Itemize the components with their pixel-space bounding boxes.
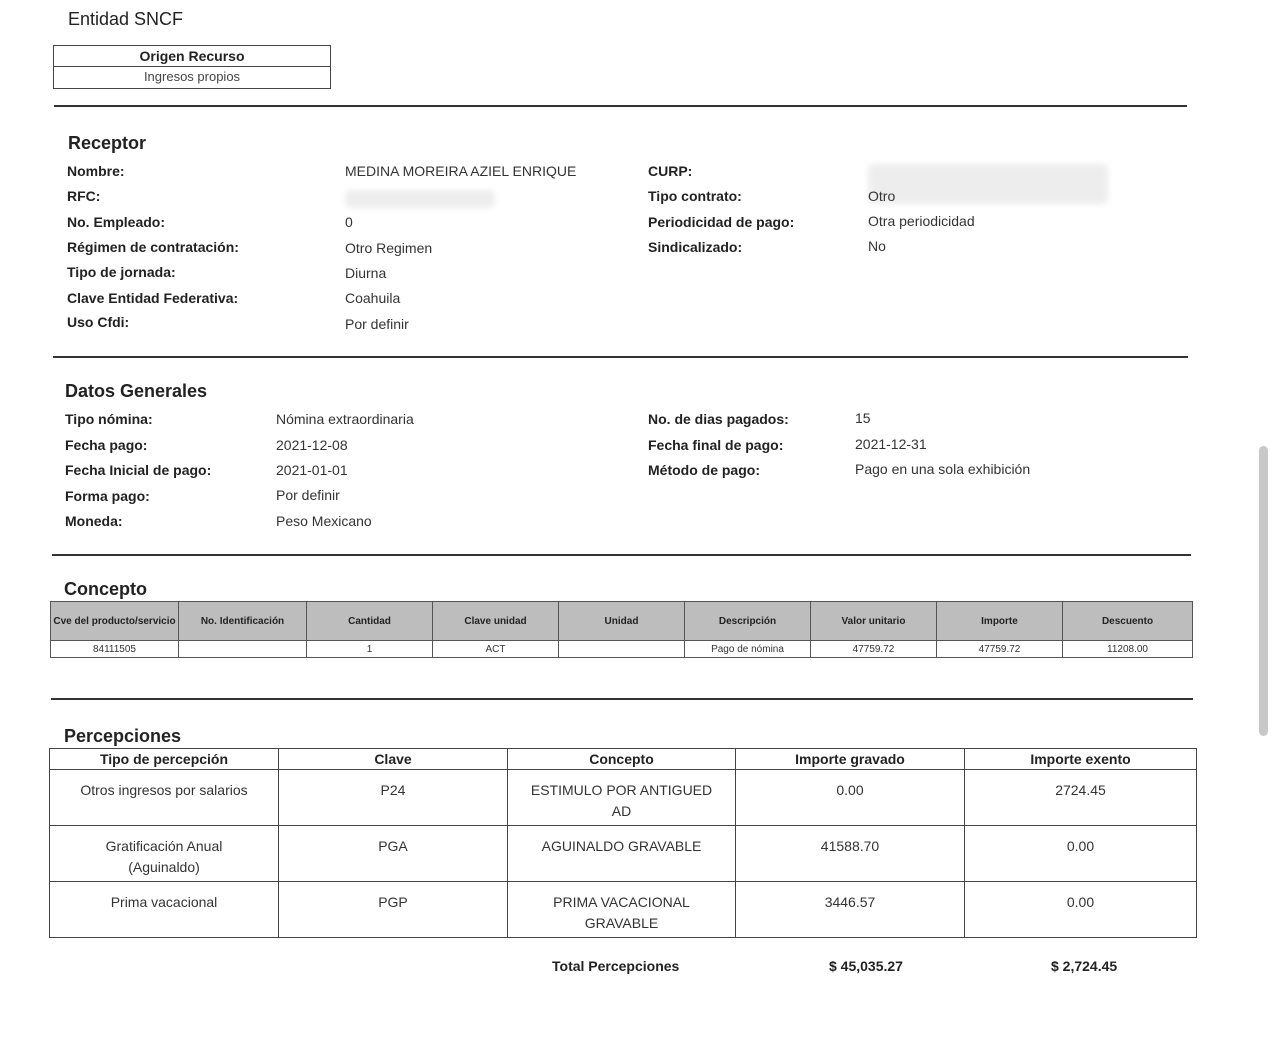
datos-value: Nómina extraordinaria (276, 411, 414, 427)
percepciones-cell: Otros ingresos por salarios (50, 770, 279, 826)
percepciones-cell: 2724.45 (965, 770, 1197, 826)
table-row (51, 641, 1193, 658)
datos-label: Moneda: (65, 513, 123, 529)
concepto-cell: Pago de nómina (685, 641, 811, 658)
receptor-value: 0 (345, 214, 353, 230)
datos-value: 2021-12-08 (276, 437, 348, 453)
concepto-table (50, 601, 1193, 658)
percepciones-cell: PGP (279, 882, 508, 938)
datos-value: 15 (855, 410, 871, 426)
datos-value: 2021-12-31 (855, 436, 927, 452)
concepto-header-cell: Descripción (685, 602, 811, 641)
origen-header: Origen Recurso (54, 46, 330, 67)
datos-value: Peso Mexicano (276, 513, 372, 529)
origen-recurso-box (53, 45, 331, 89)
receptor-label: RFC: (67, 188, 101, 204)
concepto-header-cell: Descuento (1063, 602, 1193, 641)
percepciones-header-cell: Concepto (508, 749, 736, 770)
datos-label: Forma pago: (65, 488, 150, 504)
concepto-cell: 47759.72 (811, 641, 937, 658)
redacted-rfc (345, 190, 495, 208)
datos-label: Fecha Inicial de pago: (65, 462, 212, 478)
concepto-header-cell: Unidad (559, 602, 685, 641)
concepto-header-cell: Valor unitario (811, 602, 937, 641)
divider-2 (53, 356, 1188, 358)
divider-4 (51, 698, 1193, 700)
origen-value: Ingresos propios (143, 69, 241, 84)
total-percepciones-label: Total Percepciones (552, 958, 680, 974)
percepciones-header-row (50, 749, 1197, 770)
concepto-header-cell: Cantidad (307, 602, 433, 641)
percepciones-cell: Gratificación Anual (Aguinaldo) (50, 826, 279, 882)
percepciones-header-cell: Importe exento (965, 749, 1197, 770)
table-row (50, 826, 1197, 882)
divider-3 (52, 554, 1191, 556)
percepciones-cell: ESTIMULO POR ANTIGUEDAD (508, 770, 736, 826)
datos-label: Fecha pago: (65, 437, 148, 453)
datos-value: 2021-01-01 (276, 462, 348, 478)
receptor-label: No. Empleado: (67, 214, 166, 230)
total-exento: $ 2,724.45 (1051, 958, 1118, 974)
receptor-title: Receptor (68, 133, 147, 153)
concepto-cell: ACT (433, 641, 559, 658)
receptor-label: Clave Entidad Federativa: (67, 290, 239, 306)
receptor-value: Otra periodicidad (868, 213, 975, 229)
receptor-value: Coahuila (345, 290, 401, 306)
receptor-value: Otro (868, 188, 896, 204)
receptor-value: MEDINA MOREIRA AZIEL ENRIQUE (345, 163, 577, 179)
table-row (50, 882, 1197, 938)
concepto-cell: 84111505 (51, 641, 179, 658)
concepto-header-row (51, 602, 1193, 641)
receptor-value: Otro Regimen (345, 240, 433, 256)
receptor-value: No (868, 238, 886, 254)
redacted-curp (868, 164, 1108, 204)
receptor-label: Uso Cfdi: (67, 314, 130, 330)
concepto-title: Concepto (64, 579, 147, 599)
percepciones-table (49, 748, 1197, 938)
table-row (50, 770, 1197, 826)
total-gravado: $ 45,035.27 (829, 958, 903, 974)
percepciones-cell: Prima vacacional (50, 882, 279, 938)
concepto-cell: 47759.72 (937, 641, 1063, 658)
percepciones-cell: 0.00 (736, 770, 965, 826)
percepciones-cell: PRIMA VACACIONAL GRAVABLE (508, 882, 736, 938)
percepciones-cell: 3446.57 (736, 882, 965, 938)
datos-value: Por definir (276, 487, 340, 503)
receptor-label: Nombre: (67, 163, 125, 179)
receptor-label: Periodicidad de pago: (648, 214, 795, 230)
percepciones-cell: PGA (279, 826, 508, 882)
concepto-header-cell: Cve del producto/servicio (51, 602, 179, 641)
concepto-cell: 1 (307, 641, 433, 658)
concepto-header-cell: Importe (937, 602, 1063, 641)
datos-value: Pago en una sola exhibición (855, 461, 1031, 477)
receptor-label: Régimen de contratación: (67, 239, 239, 255)
datos-label: Tipo nómina: (65, 411, 153, 427)
receptor-value: Diurna (345, 265, 387, 281)
concepto-cell (559, 641, 685, 658)
receptor-label: Tipo de jornada: (67, 264, 176, 280)
datos-label: Método de pago: (648, 462, 760, 478)
datos-label: No. de dias pagados: (648, 411, 789, 427)
concepto-header-cell: No. Identificación (179, 602, 307, 641)
concepto-cell: 11208.00 (1063, 641, 1193, 658)
concepto-header-cell: Clave unidad (433, 602, 559, 641)
percepciones-cell: 0.00 (965, 882, 1197, 938)
percepciones-header-cell: Tipo de percepción (50, 749, 279, 770)
datos-label: Fecha final de pago: (648, 437, 784, 453)
divider-1 (54, 105, 1187, 107)
percepciones-title: Percepciones (64, 726, 182, 746)
receptor-value: Por definir (345, 316, 409, 332)
vertical-scrollbar[interactable] (1259, 446, 1268, 736)
percepciones-header-cell: Importe gravado (736, 749, 965, 770)
receptor-label: Sindicalizado: (648, 239, 743, 255)
percepciones-header-cell: Clave (279, 749, 508, 770)
percepciones-cell: P24 (279, 770, 508, 826)
datos-generales-title: Datos Generales (65, 381, 208, 401)
entidad-label: Entidad SNCF (68, 9, 184, 29)
percepciones-cell: 0.00 (965, 826, 1197, 882)
percepciones-cell: AGUINALDO GRAVABLE (508, 826, 736, 882)
concepto-cell (179, 641, 307, 658)
receptor-label: Tipo contrato: (648, 188, 742, 204)
receptor-label: CURP: (648, 163, 693, 179)
percepciones-cell: 41588.70 (736, 826, 965, 882)
